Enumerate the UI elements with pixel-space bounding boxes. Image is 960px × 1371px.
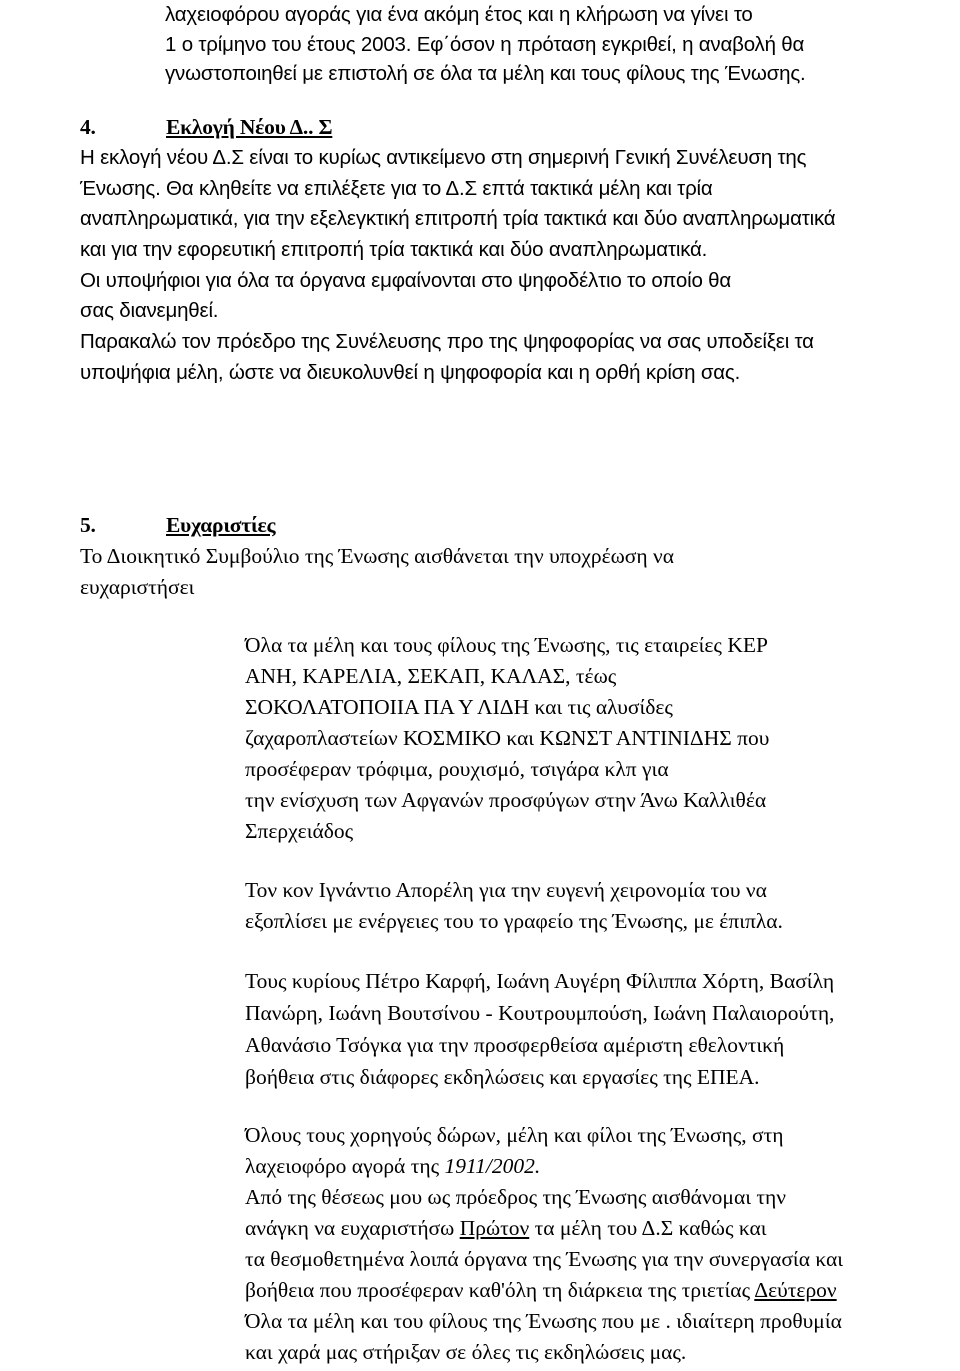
- thanks-line: Όλα τα μέλη και του φίλους της Ένωσης που με . ιδιαίτερη προθυμία: [245, 1309, 842, 1333]
- section-4-line: υποψήφια μέλη, ώστε να διευκολυνθεί η ψηφοφορία και η ορθή κρίση σας.: [80, 361, 741, 384]
- thanks-text: βοήθεια που προσέφεραν καθ'όλη τη διάρκεια της τριετίας: [245, 1278, 755, 1302]
- thanks-line: [245, 1215, 767, 1241]
- section-5-line: Το Διοικητικό Συμβούλιο της Ένωσης αισθάνεται την υποχρέωση να: [80, 544, 674, 568]
- section-4-line: σας διανεμηθεί.: [80, 299, 219, 322]
- section-5-number: 5.: [80, 513, 96, 537]
- thanks-line: [245, 1277, 837, 1303]
- section-4-line: αναπληρωματικά, για την εξελεγκτική επιτροπή τρία τακτικά και δύο αναπληρωματικά: [80, 207, 836, 230]
- section-4-line: Οι υποψήφιοι για όλα τα όργανα εμφαίνονται στο ψηφοδέλτιο το οποίο θα: [80, 269, 731, 292]
- thanks-line: την ενίσχυση των Αφγανών προσφύγων στην Άνω Καλλιθέα: [245, 788, 767, 812]
- thanks-line: βοήθεια στις διάφορες εκδηλώσεις και εργασίες της ΕΠΕΑ.: [245, 1065, 760, 1089]
- thanks-line: Τους κυρίους Πέτρο Καρφή, Ιωάνη Αυγέρη Φίλιππα Χόρτη, Βασίλη: [245, 969, 835, 993]
- section-4-line: και για την εφορευτική επιτροπή τρία τακτικά και δύο αναπληρωματικά.: [80, 238, 708, 261]
- thanks-line: Πανώρη, Ιωάνη Βουτσίνου - Κουτρουμπούση, Ιωάνη Παλαιορούτη,: [245, 1001, 835, 1025]
- thanks-text: τα μέλη του Δ.Σ καθώς και: [529, 1216, 767, 1240]
- section-4-line: Παρακαλώ τον πρόεδρο της Συνέλευσης προ της ψηφοφορίας να σας υποδείξει τα: [80, 330, 814, 353]
- section-4-title: Εκλογή Νέου Δ.. Σ: [166, 115, 333, 139]
- intro-line: 1 ο τρίμηνο του έτους 2003. Εφ΄όσον η πρόταση εγκριθεί, η αναβολή θα: [165, 33, 805, 56]
- thanks-line: Αθανάσιο Τσόγκα για την προσφερθείσα αμέριστη εθελοντική: [245, 1033, 785, 1057]
- second-marker: Δεύτερον: [754, 1278, 837, 1302]
- thanks-line: εξοπλίσει με ενέργειες του το γραφείο της Ένωσης, με έπιπλα.: [245, 909, 783, 933]
- section-5-line: ευχαριστήσει: [80, 575, 195, 599]
- thanks-text: ανάγκη να ευχαριστήσω: [245, 1216, 460, 1240]
- thanks-line: και χαρά μας στήριξαν σε όλες τις εκδηλώσεις μας.: [245, 1340, 687, 1364]
- thanks-line: ΑΝΗ, ΚΑΡΕΛΙΑ, ΣΕΚΑΠ, ΚΑΛΑΣ, τέως: [245, 664, 617, 688]
- section-5-title: Ευχαριστίες: [166, 513, 276, 537]
- section-4-line: Η εκλογή νέου Δ.Σ είναι το κυρίως αντικείμενο στη σημερινή Γενική Συνέλευση της: [80, 146, 807, 169]
- section-4-number: 4.: [80, 115, 96, 139]
- first-marker: Πρώτον: [459, 1216, 530, 1240]
- thanks-text: λαχειοφόρο αγορά της: [245, 1154, 445, 1178]
- thanks-line: ζαχαροπλαστείων ΚΟΣΜΙΚΟ και ΚΩΝΣΤ ΑΝΤΙΝΙΔΗΣ που: [245, 726, 770, 750]
- lottery-date: 1911/2002.: [444, 1154, 541, 1178]
- thanks-line: Όλους τους χορηγούς δώρων, μέλη και φίλοι της Ένωσης, στη: [245, 1123, 784, 1147]
- thanks-line: [245, 1153, 540, 1179]
- thanks-line: Σπερχειάδος: [245, 819, 354, 843]
- thanks-line: τα θεσμοθετημένα λοιπά όργανα της Ένωσης για την συνεργασία και: [245, 1247, 844, 1271]
- thanks-line: ΣΟΚΟΛΑΤΟΠΟΙΙΑ ΠΑ Υ ΛΙΔΗ και τις αλυσίδες: [245, 695, 673, 719]
- section-4-line: Ένωσης. Θα κληθείτε να επιλέξετε για το Δ.Σ επτά τακτικά μέλη και τρία: [80, 177, 713, 200]
- thanks-line: προσέφεραν τρόφιμα, ρουχισμό, τσιγάρα κλπ για: [245, 757, 669, 781]
- intro-line: γνωστοποιηθεί με επιστολή σε όλα τα μέλη και τους φίλους της Ένωσης.: [165, 62, 806, 85]
- thanks-line: Από της θέσεως μου ως πρόεδρος της Ένωσης αισθάνομαι την: [245, 1185, 786, 1209]
- thanks-line: Όλα τα μέλη και τους φίλους της Ένωσης, τις εταιρείες ΚΕΡ: [245, 633, 768, 657]
- intro-line: λαχειοφόρου αγοράς για ένα ακόμη έτος και η κλήρωση να γίνει το: [165, 3, 753, 26]
- thanks-line: Τον κον Ιγνάντιο Απορέλη για την ευγενή χειρονομία του να: [245, 878, 767, 902]
